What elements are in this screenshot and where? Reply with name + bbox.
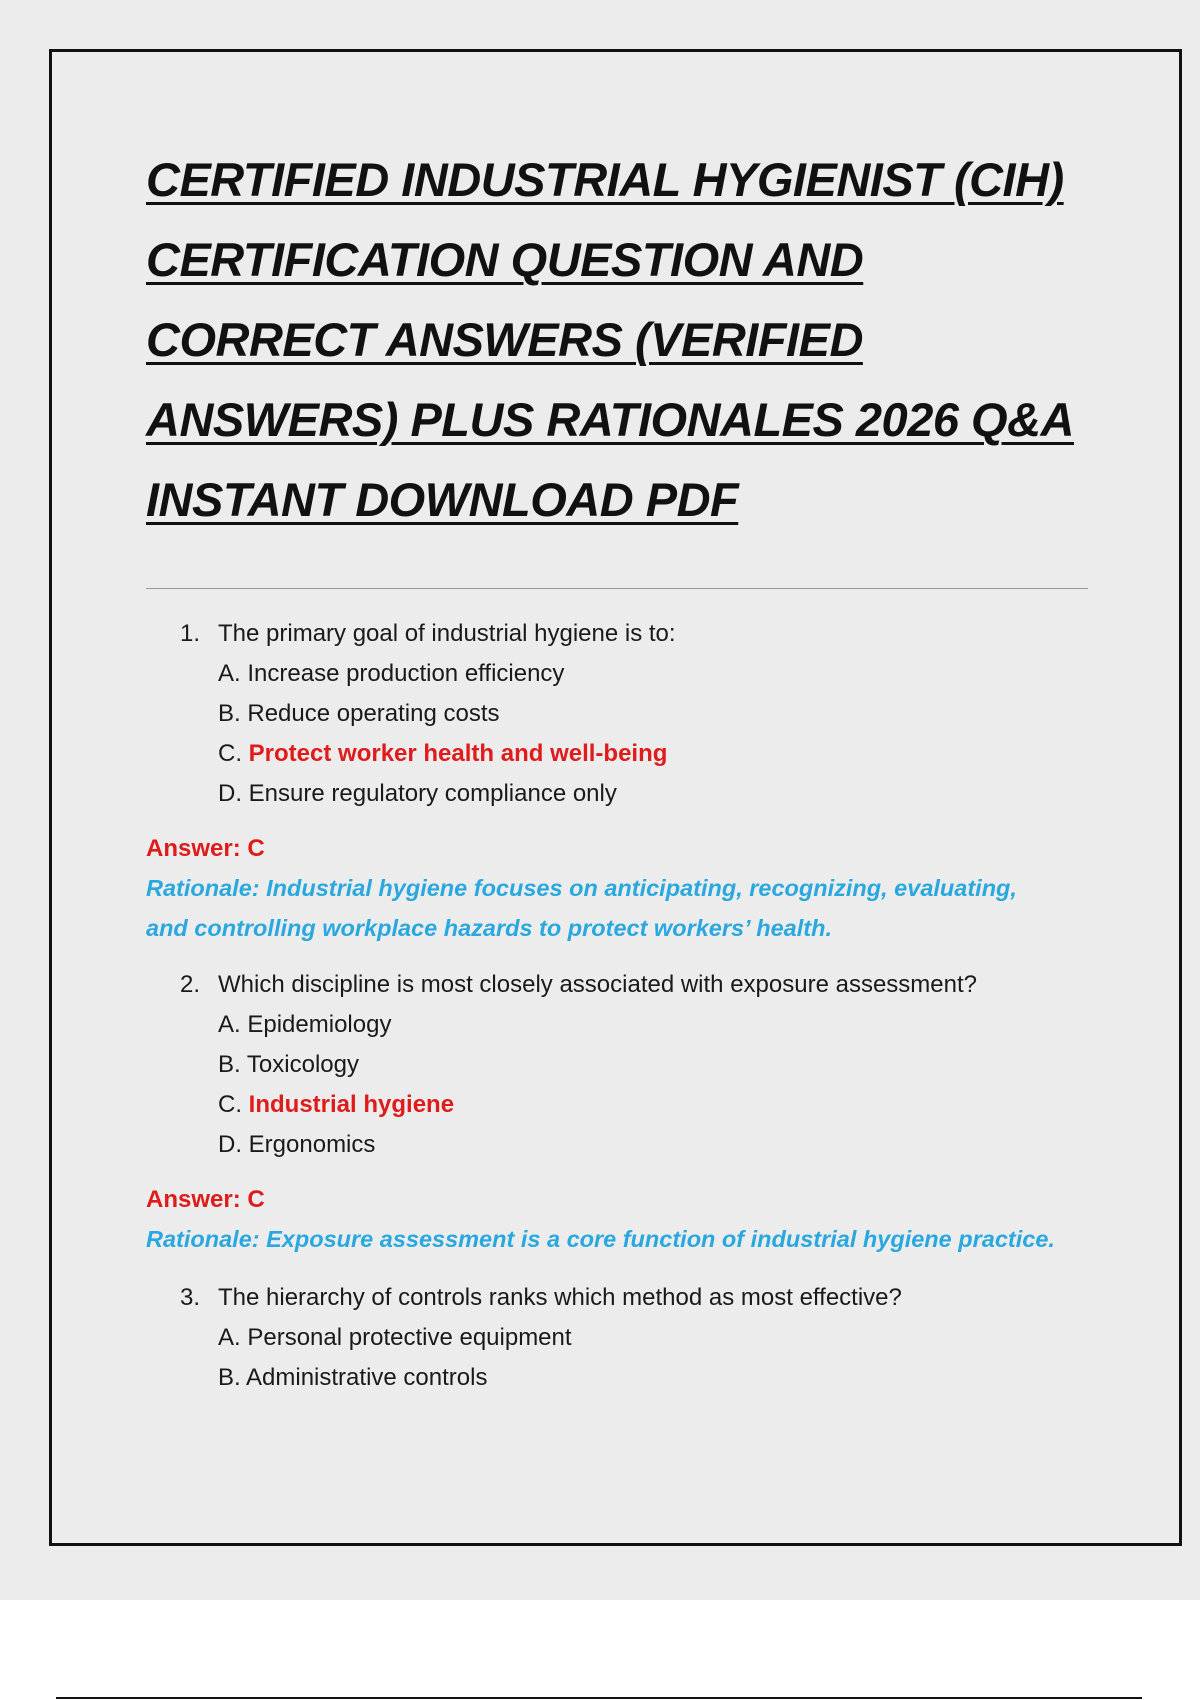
title-line-5: INSTANT DOWNLOAD PDF [146, 473, 739, 526]
correct-option-text: Protect worker health and well-being [248, 740, 668, 767]
question-text: 2. Which discipline is most closely associated with exposure assessment? [146, 965, 1106, 1005]
title-line-4: ANSWERS) PLUS RATIONALES 2026 Q&A [146, 393, 1074, 446]
option-b: B. Administrative controls [218, 1364, 488, 1391]
option-a: A. Personal protective equipment [218, 1324, 572, 1351]
option-c-correct: C. Protect worker health and well-being [218, 740, 668, 767]
option-d: D. Ensure regulatory compliance only [218, 780, 617, 807]
question-number: 1. [180, 620, 201, 647]
option-a: A. Increase production efficiency [218, 660, 565, 687]
question-block-3 [146, 1278, 1106, 1398]
title-line-1: CERTIFIED INDUSTRIAL HYGIENIST (CIH) [146, 153, 1064, 206]
next-page-top-rule [56, 1697, 1142, 1699]
option-b: B. Reduce operating costs [218, 700, 500, 727]
option-d: D. Ergonomics [218, 1131, 376, 1158]
option-b: B. Toxicology [218, 1051, 359, 1078]
question-number: 2. [180, 971, 201, 998]
question-block-2 [146, 965, 1106, 1259]
question-text: 3. The hierarchy of controls ranks which method as most effective? [146, 1278, 1106, 1318]
option-c-correct: C. Industrial hygiene [218, 1091, 455, 1118]
answer-label: Answer: C [146, 1186, 265, 1213]
rationale-text: Rationale: Exposure assessment is a core function of industrial hygiene practice. [146, 1226, 1055, 1252]
question-number: 3. [180, 1284, 201, 1311]
correct-option-text: Industrial hygiene [248, 1091, 455, 1118]
title-line-2: CERTIFICATION QUESTION AND [146, 233, 864, 286]
question-text: 1. The primary goal of industrial hygiene is to: [146, 614, 1106, 654]
rationale-text: Rationale: Industrial hygiene focuses on anticipating, recognizing, evaluating, and controlling workplace hazards to protect workers’ health. [146, 875, 1017, 941]
document-title [146, 140, 1116, 540]
question-block-1 [146, 614, 1106, 948]
horizontal-divider [146, 588, 1088, 589]
option-a: A. Epidemiology [218, 1011, 392, 1038]
answer-label: Answer: C [146, 835, 265, 862]
title-line-3: CORRECT ANSWERS (VERIFIED [146, 313, 863, 366]
